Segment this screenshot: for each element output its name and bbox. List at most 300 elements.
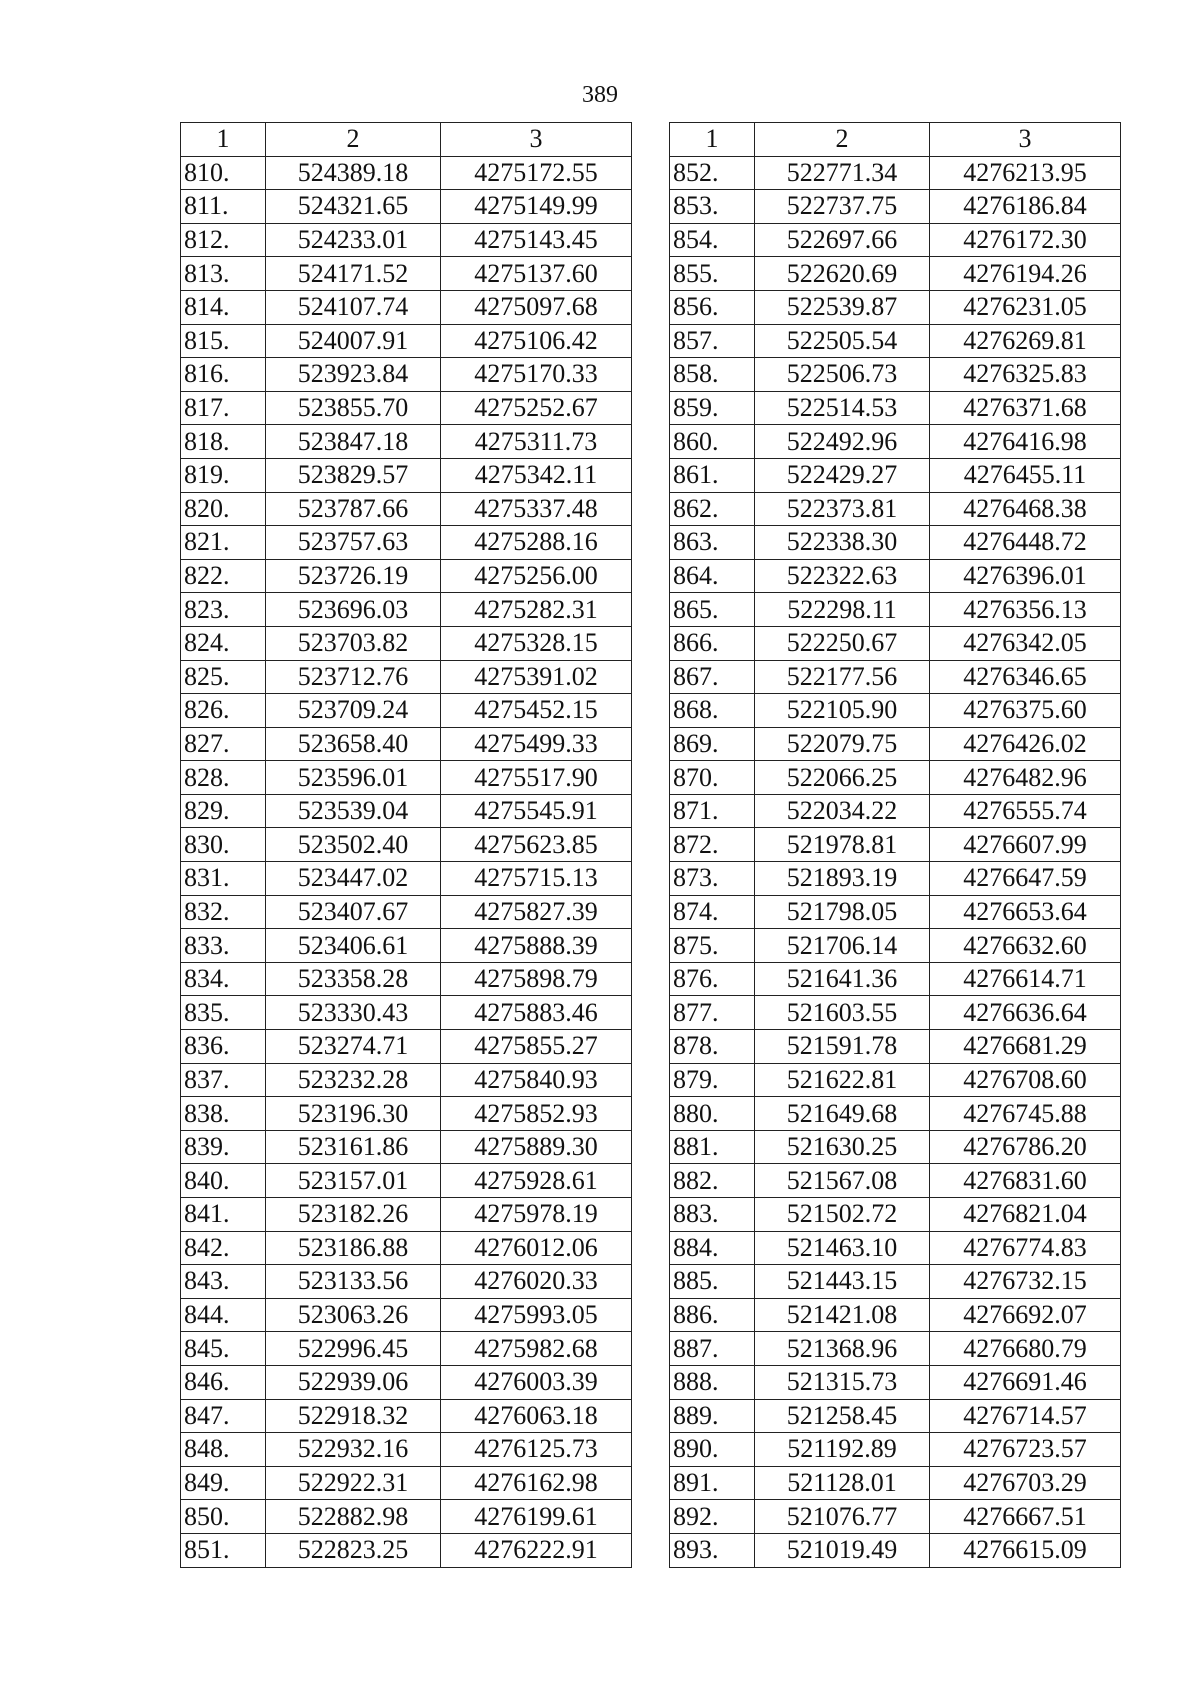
table-row	[670, 559, 1121, 593]
point-number-cell: 876.	[670, 962, 755, 996]
y-coordinate-cell: 4275499.33	[441, 727, 632, 761]
y-coordinate-cell: 4276732.15	[930, 1265, 1121, 1299]
y-coordinate-cell: 4276222.91	[441, 1533, 632, 1567]
table-row	[670, 1063, 1121, 1097]
y-coordinate-cell: 4276396.01	[930, 559, 1121, 593]
x-coordinate-cell: 522539.87	[755, 290, 930, 324]
x-coordinate-cell: 523726.19	[266, 559, 441, 593]
x-coordinate-cell: 521622.81	[755, 1063, 930, 1097]
x-coordinate-cell: 523330.43	[266, 996, 441, 1030]
table-row	[181, 1298, 632, 1332]
y-coordinate-cell: 4275342.11	[441, 458, 632, 492]
y-coordinate-cell: 4276786.20	[930, 1130, 1121, 1164]
table-row	[670, 1466, 1121, 1500]
point-number-cell: 873.	[670, 862, 755, 896]
y-coordinate-cell: 4276012.06	[441, 1231, 632, 1265]
y-coordinate-cell: 4275337.48	[441, 492, 632, 526]
column-header-y: 3	[930, 123, 1121, 157]
x-coordinate-cell: 521128.01	[755, 1466, 930, 1500]
table-row	[181, 929, 632, 963]
y-coordinate-cell: 4276448.72	[930, 526, 1121, 560]
x-coordinate-cell: 523596.01	[266, 761, 441, 795]
x-coordinate-cell: 522492.96	[755, 425, 930, 459]
point-number-cell: 869.	[670, 727, 755, 761]
x-coordinate-cell: 521019.49	[755, 1533, 930, 1567]
y-coordinate-cell: 4275452.15	[441, 694, 632, 728]
y-coordinate-cell: 4275715.13	[441, 862, 632, 896]
x-coordinate-cell: 523847.18	[266, 425, 441, 459]
point-number-cell: 868.	[670, 694, 755, 728]
column-header-x: 2	[266, 123, 441, 157]
x-coordinate-cell: 523232.28	[266, 1063, 441, 1097]
x-coordinate-cell: 523712.76	[266, 660, 441, 694]
y-coordinate-cell: 4276346.65	[930, 660, 1121, 694]
point-number-cell: 866.	[670, 626, 755, 660]
x-coordinate-cell: 522922.31	[266, 1466, 441, 1500]
y-coordinate-cell: 4276647.59	[930, 862, 1121, 896]
page-number: 389	[582, 82, 618, 108]
point-number-cell: 812.	[181, 223, 266, 257]
y-coordinate-cell: 4275840.93	[441, 1063, 632, 1097]
table-row	[670, 727, 1121, 761]
y-coordinate-cell: 4276703.29	[930, 1466, 1121, 1500]
point-number-cell: 816.	[181, 358, 266, 392]
y-coordinate-cell: 4276681.29	[930, 1030, 1121, 1064]
x-coordinate-cell: 522505.54	[755, 324, 930, 358]
point-number-cell: 817.	[181, 391, 266, 425]
point-number-cell: 841.	[181, 1198, 266, 1232]
table-row	[670, 492, 1121, 526]
x-coordinate-cell: 522771.34	[755, 156, 930, 190]
table-row	[181, 190, 632, 224]
point-number-cell: 864.	[670, 559, 755, 593]
point-number-cell: 838.	[181, 1097, 266, 1131]
y-coordinate-cell: 4275137.60	[441, 257, 632, 291]
x-coordinate-cell: 522322.63	[755, 559, 930, 593]
table-row	[670, 1298, 1121, 1332]
table-row	[181, 526, 632, 560]
x-coordinate-cell: 522932.16	[266, 1433, 441, 1467]
x-coordinate-cell: 522737.75	[755, 190, 930, 224]
point-number-cell: 830.	[181, 828, 266, 862]
table-row	[181, 761, 632, 795]
x-coordinate-cell: 522105.90	[755, 694, 930, 728]
x-coordinate-cell: 523182.26	[266, 1198, 441, 1232]
x-coordinate-cell: 523133.56	[266, 1265, 441, 1299]
x-coordinate-cell: 521567.08	[755, 1164, 930, 1198]
point-number-cell: 871.	[670, 794, 755, 828]
point-number-cell: 819.	[181, 458, 266, 492]
y-coordinate-cell: 4276063.18	[441, 1399, 632, 1433]
y-coordinate-cell: 4276186.84	[930, 190, 1121, 224]
table-row	[181, 1433, 632, 1467]
y-coordinate-cell: 4275883.46	[441, 996, 632, 1030]
table-row	[670, 257, 1121, 291]
table-row	[670, 156, 1121, 190]
point-number-cell: 811.	[181, 190, 266, 224]
table-row	[670, 962, 1121, 996]
table-row	[670, 1130, 1121, 1164]
y-coordinate-cell: 4275143.45	[441, 223, 632, 257]
point-number-cell: 870.	[670, 761, 755, 795]
y-coordinate-cell: 4275898.79	[441, 962, 632, 996]
x-coordinate-cell: 523539.04	[266, 794, 441, 828]
point-number-cell: 865.	[670, 593, 755, 627]
point-number-cell: 882.	[670, 1164, 755, 1198]
table-row	[670, 929, 1121, 963]
y-coordinate-cell: 4276774.83	[930, 1231, 1121, 1265]
point-number-cell: 835.	[181, 996, 266, 1030]
y-coordinate-cell: 4275097.68	[441, 290, 632, 324]
y-coordinate-cell: 4276325.83	[930, 358, 1121, 392]
x-coordinate-cell: 521443.15	[755, 1265, 930, 1299]
x-coordinate-cell: 522373.81	[755, 492, 930, 526]
x-coordinate-cell: 524233.01	[266, 223, 441, 257]
point-number-cell: 875.	[670, 929, 755, 963]
point-number-cell: 893.	[670, 1533, 755, 1567]
table-row	[670, 1332, 1121, 1366]
x-coordinate-cell: 524321.65	[266, 190, 441, 224]
point-number-cell: 886.	[670, 1298, 755, 1332]
x-coordinate-cell: 521502.72	[755, 1198, 930, 1232]
x-coordinate-cell: 521630.25	[755, 1130, 930, 1164]
y-coordinate-cell: 4275517.90	[441, 761, 632, 795]
y-coordinate-cell: 4275545.91	[441, 794, 632, 828]
x-coordinate-cell: 522939.06	[266, 1365, 441, 1399]
x-coordinate-cell: 523406.61	[266, 929, 441, 963]
x-coordinate-cell: 524107.74	[266, 290, 441, 324]
point-number-cell: 840.	[181, 1164, 266, 1198]
x-coordinate-cell: 523787.66	[266, 492, 441, 526]
point-number-cell: 836.	[181, 1030, 266, 1064]
table-row	[181, 996, 632, 1030]
point-number-cell: 863.	[670, 526, 755, 560]
point-number-cell: 818.	[181, 425, 266, 459]
x-coordinate-cell: 523358.28	[266, 962, 441, 996]
x-coordinate-cell: 524171.52	[266, 257, 441, 291]
y-coordinate-cell: 4275252.67	[441, 391, 632, 425]
y-coordinate-cell: 4276667.51	[930, 1500, 1121, 1534]
y-coordinate-cell: 4276615.09	[930, 1533, 1121, 1567]
x-coordinate-cell: 521463.10	[755, 1231, 930, 1265]
table-row	[181, 895, 632, 929]
y-coordinate-cell: 4276125.73	[441, 1433, 632, 1467]
point-number-cell: 892.	[670, 1500, 755, 1534]
column-header-x: 2	[755, 123, 930, 157]
table-row	[181, 727, 632, 761]
y-coordinate-cell: 4276003.39	[441, 1365, 632, 1399]
x-coordinate-cell: 523696.03	[266, 593, 441, 627]
table-row	[181, 1365, 632, 1399]
table-row	[181, 492, 632, 526]
table-row	[181, 1130, 632, 1164]
x-coordinate-cell: 521706.14	[755, 929, 930, 963]
x-coordinate-cell: 524007.91	[266, 324, 441, 358]
y-coordinate-cell: 4275978.19	[441, 1198, 632, 1232]
y-coordinate-cell: 4276342.05	[930, 626, 1121, 660]
y-coordinate-cell: 4275170.33	[441, 358, 632, 392]
point-number-cell: 832.	[181, 895, 266, 929]
point-number-cell: 823.	[181, 593, 266, 627]
point-number-cell: 854.	[670, 223, 755, 257]
point-number-cell: 867.	[670, 660, 755, 694]
table-row	[670, 1399, 1121, 1433]
y-coordinate-cell: 4276199.61	[441, 1500, 632, 1534]
table-row	[670, 458, 1121, 492]
point-number-cell: 846.	[181, 1365, 266, 1399]
table-row	[181, 1097, 632, 1131]
point-number-cell: 845.	[181, 1332, 266, 1366]
point-number-cell: 849.	[181, 1466, 266, 1500]
table-row	[670, 660, 1121, 694]
point-number-cell: 888.	[670, 1365, 755, 1399]
table-row	[670, 895, 1121, 929]
point-number-cell: 881.	[670, 1130, 755, 1164]
y-coordinate-cell: 4276162.98	[441, 1466, 632, 1500]
table-row	[670, 358, 1121, 392]
x-coordinate-cell: 522079.75	[755, 727, 930, 761]
y-coordinate-cell: 4276636.64	[930, 996, 1121, 1030]
table-row	[181, 593, 632, 627]
table-row	[181, 1466, 632, 1500]
table-row	[181, 660, 632, 694]
point-number-cell: 814.	[181, 290, 266, 324]
table-row	[670, 761, 1121, 795]
point-number-cell: 860.	[670, 425, 755, 459]
point-number-cell: 815.	[181, 324, 266, 358]
y-coordinate-cell: 4275328.15	[441, 626, 632, 660]
y-coordinate-cell: 4276371.68	[930, 391, 1121, 425]
table-header-row	[181, 123, 632, 157]
table-row	[181, 1533, 632, 1567]
point-number-cell: 847.	[181, 1399, 266, 1433]
x-coordinate-cell: 522250.67	[755, 626, 930, 660]
column-header-number: 1	[181, 123, 266, 157]
point-number-cell: 879.	[670, 1063, 755, 1097]
point-number-cell: 884.	[670, 1231, 755, 1265]
point-number-cell: 880.	[670, 1097, 755, 1131]
table-row	[670, 862, 1121, 896]
point-number-cell: 829.	[181, 794, 266, 828]
y-coordinate-cell: 4275928.61	[441, 1164, 632, 1198]
y-coordinate-cell: 4276708.60	[930, 1063, 1121, 1097]
y-coordinate-cell: 4276172.30	[930, 223, 1121, 257]
x-coordinate-cell: 523757.63	[266, 526, 441, 560]
y-coordinate-cell: 4275282.31	[441, 593, 632, 627]
table-row	[670, 526, 1121, 560]
table-row	[670, 1433, 1121, 1467]
point-number-cell: 861.	[670, 458, 755, 492]
coordinates-table-right	[669, 122, 1121, 1568]
x-coordinate-cell: 523923.84	[266, 358, 441, 392]
table-row	[670, 1198, 1121, 1232]
point-number-cell: 874.	[670, 895, 755, 929]
point-number-cell: 862.	[670, 492, 755, 526]
y-coordinate-cell: 4276680.79	[930, 1332, 1121, 1366]
y-coordinate-cell: 4276426.02	[930, 727, 1121, 761]
table-row	[181, 694, 632, 728]
y-coordinate-cell: 4275852.93	[441, 1097, 632, 1131]
x-coordinate-cell: 522177.56	[755, 660, 930, 694]
x-coordinate-cell: 523186.88	[266, 1231, 441, 1265]
point-number-cell: 837.	[181, 1063, 266, 1097]
point-number-cell: 831.	[181, 862, 266, 896]
x-coordinate-cell: 521978.81	[755, 828, 930, 862]
point-number-cell: 858.	[670, 358, 755, 392]
point-number-cell: 844.	[181, 1298, 266, 1332]
y-coordinate-cell: 4275888.39	[441, 929, 632, 963]
point-number-cell: 842.	[181, 1231, 266, 1265]
y-coordinate-cell: 4275311.73	[441, 425, 632, 459]
table-row	[670, 391, 1121, 425]
x-coordinate-cell: 522996.45	[266, 1332, 441, 1366]
y-coordinate-cell: 4276607.99	[930, 828, 1121, 862]
x-coordinate-cell: 521893.19	[755, 862, 930, 896]
point-number-cell: 852.	[670, 156, 755, 190]
y-coordinate-cell: 4275149.99	[441, 190, 632, 224]
y-coordinate-cell: 4275288.16	[441, 526, 632, 560]
x-coordinate-cell: 521649.68	[755, 1097, 930, 1131]
table-row	[181, 458, 632, 492]
x-coordinate-cell: 522506.73	[755, 358, 930, 392]
table-row	[670, 1097, 1121, 1131]
x-coordinate-cell: 521591.78	[755, 1030, 930, 1064]
table-row	[670, 1030, 1121, 1064]
table-row	[181, 223, 632, 257]
table-row	[670, 828, 1121, 862]
point-number-cell: 834.	[181, 962, 266, 996]
point-number-cell: 824.	[181, 626, 266, 660]
y-coordinate-cell: 4276375.60	[930, 694, 1121, 728]
table-row	[181, 794, 632, 828]
x-coordinate-cell: 523063.26	[266, 1298, 441, 1332]
point-number-cell: 853.	[670, 190, 755, 224]
point-number-cell: 885.	[670, 1265, 755, 1299]
table-row	[670, 694, 1121, 728]
x-coordinate-cell: 523502.40	[266, 828, 441, 862]
point-number-cell: 856.	[670, 290, 755, 324]
y-coordinate-cell: 4276831.60	[930, 1164, 1121, 1198]
y-coordinate-cell: 4275391.02	[441, 660, 632, 694]
y-coordinate-cell: 4275623.85	[441, 828, 632, 862]
x-coordinate-cell: 521368.96	[755, 1332, 930, 1366]
point-number-cell: 821.	[181, 526, 266, 560]
y-coordinate-cell: 4275889.30	[441, 1130, 632, 1164]
point-number-cell: 822.	[181, 559, 266, 593]
table-row	[670, 324, 1121, 358]
x-coordinate-cell: 523703.82	[266, 626, 441, 660]
y-coordinate-cell: 4276356.13	[930, 593, 1121, 627]
y-coordinate-cell: 4276614.71	[930, 962, 1121, 996]
point-number-cell: 878.	[670, 1030, 755, 1064]
table-row	[181, 425, 632, 459]
table-row	[670, 290, 1121, 324]
table-row	[181, 1332, 632, 1366]
x-coordinate-cell: 523855.70	[266, 391, 441, 425]
table-row	[670, 996, 1121, 1030]
x-coordinate-cell: 521258.45	[755, 1399, 930, 1433]
y-coordinate-cell: 4275256.00	[441, 559, 632, 593]
x-coordinate-cell: 522918.32	[266, 1399, 441, 1433]
x-coordinate-cell: 521641.36	[755, 962, 930, 996]
x-coordinate-cell: 524389.18	[266, 156, 441, 190]
point-number-cell: 826.	[181, 694, 266, 728]
y-coordinate-cell: 4276416.98	[930, 425, 1121, 459]
point-number-cell: 891.	[670, 1466, 755, 1500]
table-row	[181, 828, 632, 862]
table-row	[181, 358, 632, 392]
point-number-cell: 877.	[670, 996, 755, 1030]
y-coordinate-cell: 4276821.04	[930, 1198, 1121, 1232]
table-row	[181, 1265, 632, 1299]
table-row	[670, 190, 1121, 224]
table-row	[181, 1063, 632, 1097]
table-row	[670, 1265, 1121, 1299]
y-coordinate-cell: 4276455.11	[930, 458, 1121, 492]
y-coordinate-cell: 4276691.46	[930, 1365, 1121, 1399]
table-row	[181, 290, 632, 324]
table-row	[670, 1500, 1121, 1534]
y-coordinate-cell: 4276555.74	[930, 794, 1121, 828]
point-number-cell: 887.	[670, 1332, 755, 1366]
x-coordinate-cell: 521192.89	[755, 1433, 930, 1467]
point-number-cell: 833.	[181, 929, 266, 963]
x-coordinate-cell: 522620.69	[755, 257, 930, 291]
x-coordinate-cell: 523829.57	[266, 458, 441, 492]
table-row	[181, 862, 632, 896]
table-row	[181, 559, 632, 593]
y-coordinate-cell: 4275993.05	[441, 1298, 632, 1332]
x-coordinate-cell: 521603.55	[755, 996, 930, 1030]
point-number-cell: 859.	[670, 391, 755, 425]
point-number-cell: 850.	[181, 1500, 266, 1534]
x-coordinate-cell: 521076.77	[755, 1500, 930, 1534]
x-coordinate-cell: 522034.22	[755, 794, 930, 828]
table-row	[670, 794, 1121, 828]
table-row	[181, 1500, 632, 1534]
point-number-cell: 851.	[181, 1533, 266, 1567]
x-coordinate-cell: 523407.67	[266, 895, 441, 929]
point-number-cell: 825.	[181, 660, 266, 694]
y-coordinate-cell: 4275106.42	[441, 324, 632, 358]
table-body-left	[181, 156, 632, 1567]
table-row	[181, 257, 632, 291]
x-coordinate-cell: 522697.66	[755, 223, 930, 257]
x-coordinate-cell: 523447.02	[266, 862, 441, 896]
x-coordinate-cell: 523274.71	[266, 1030, 441, 1064]
point-number-cell: 839.	[181, 1130, 266, 1164]
y-coordinate-cell: 4275982.68	[441, 1332, 632, 1366]
point-number-cell: 890.	[670, 1433, 755, 1467]
y-coordinate-cell: 4276482.96	[930, 761, 1121, 795]
table-row	[670, 593, 1121, 627]
x-coordinate-cell: 522066.25	[755, 761, 930, 795]
point-number-cell: 855.	[670, 257, 755, 291]
table-row	[181, 324, 632, 358]
table-body-right	[670, 156, 1121, 1567]
table-row	[181, 626, 632, 660]
table-row	[670, 1365, 1121, 1399]
point-number-cell: 889.	[670, 1399, 755, 1433]
x-coordinate-cell: 521421.08	[755, 1298, 930, 1332]
table-row	[181, 1030, 632, 1064]
y-coordinate-cell: 4276745.88	[930, 1097, 1121, 1131]
table-row	[181, 156, 632, 190]
x-coordinate-cell: 522429.27	[755, 458, 930, 492]
y-coordinate-cell: 4276723.57	[930, 1433, 1121, 1467]
y-coordinate-cell: 4276714.57	[930, 1399, 1121, 1433]
table-row	[181, 1164, 632, 1198]
